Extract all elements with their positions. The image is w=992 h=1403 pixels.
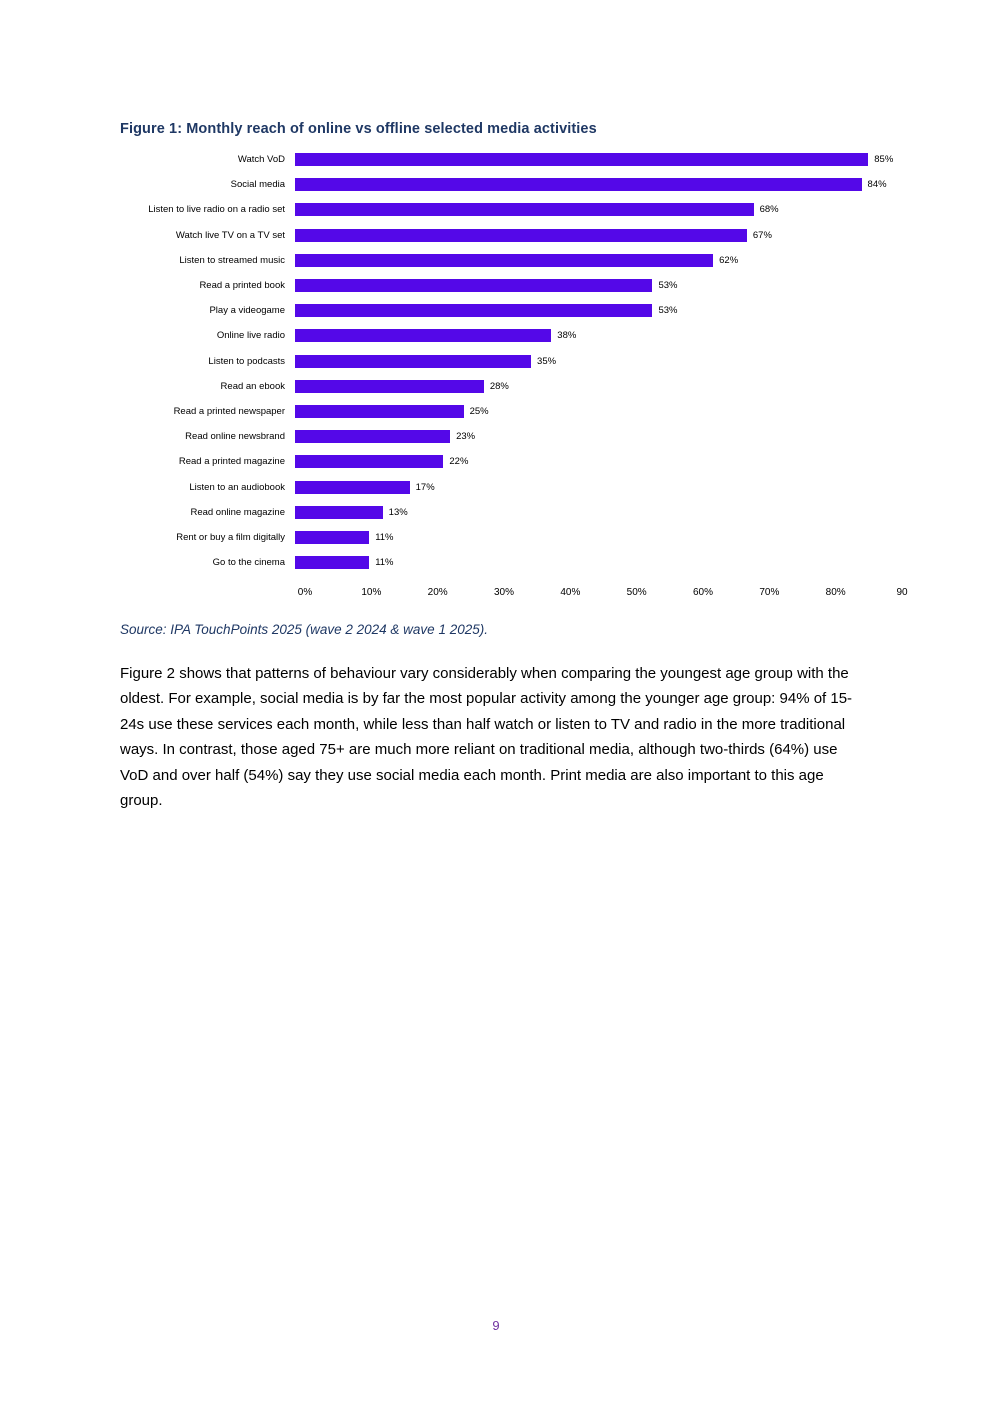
value-label: 85%	[874, 154, 894, 166]
bar	[295, 506, 383, 519]
x-axis-tick: 90	[896, 587, 908, 599]
chart-row	[120, 424, 902, 449]
chart-row	[120, 248, 902, 273]
chart-row	[120, 399, 902, 424]
bar	[295, 405, 464, 418]
bar-area	[295, 349, 902, 374]
category-label: Go to the cinema	[212, 557, 285, 569]
x-axis-tick: 60%	[692, 587, 714, 599]
value-label: 35%	[537, 355, 557, 367]
category-label: Read a printed magazine	[178, 456, 285, 468]
chart-row	[120, 298, 902, 323]
bar-area	[295, 424, 902, 449]
bar	[295, 556, 369, 569]
bar	[295, 229, 747, 242]
value-label: 28%	[489, 380, 509, 392]
bar-area	[295, 374, 902, 399]
bar	[295, 329, 551, 342]
chart-row	[120, 550, 902, 575]
chart-row	[120, 147, 902, 172]
chart-row	[120, 223, 902, 248]
bar-area	[295, 147, 902, 172]
value-label: 53%	[658, 305, 678, 317]
value-label: 62%	[719, 254, 739, 266]
x-axis-tick: 10%	[361, 587, 382, 599]
value-label: 38%	[557, 330, 577, 342]
category-label: Read online newsbrand	[185, 431, 285, 443]
x-axis-tick: 70%	[759, 587, 780, 599]
bar-area	[295, 273, 902, 298]
category-label: Read an ebook	[220, 380, 285, 392]
chart-row	[120, 449, 902, 474]
value-label: 53%	[658, 280, 678, 292]
chart-row	[120, 525, 902, 550]
category-label: Social media	[230, 179, 285, 191]
bar	[295, 355, 531, 368]
chart-row	[120, 273, 902, 298]
bar-area	[295, 223, 902, 248]
bar	[295, 481, 410, 494]
category-label: Listen to live radio on a radio set	[148, 204, 285, 216]
value-label: 25%	[469, 405, 489, 417]
chart-row	[120, 374, 902, 399]
category-label: Online live radio	[216, 330, 285, 342]
x-axis-tick: 40%	[560, 587, 581, 599]
value-label: 11%	[375, 557, 394, 569]
bar-area	[295, 248, 902, 273]
value-label: 11%	[375, 531, 394, 543]
chart-row	[120, 172, 902, 197]
bar	[295, 531, 369, 544]
chart-row	[120, 500, 902, 525]
category-label: Rent or buy a film digitally	[176, 531, 285, 543]
bar	[295, 304, 652, 317]
bar	[295, 254, 713, 267]
bar-area	[295, 500, 902, 525]
bar-area	[295, 172, 902, 197]
bar	[295, 203, 754, 216]
bar-area	[295, 449, 902, 474]
figure-title: Figure 1: Monthly reach of online vs offline selected media activities	[120, 121, 597, 137]
bar	[295, 455, 443, 468]
bar-area	[295, 474, 902, 499]
value-label: 13%	[388, 506, 408, 518]
bar	[295, 178, 862, 191]
page-number: 9	[492, 1318, 500, 1333]
bar-area	[295, 399, 902, 424]
category-label: Read a printed book	[199, 280, 285, 292]
x-axis-tick: 30%	[493, 587, 515, 599]
bar-chart	[120, 147, 908, 603]
bar	[295, 153, 868, 166]
chart-row	[120, 349, 902, 374]
chart-row	[120, 474, 902, 499]
x-axis-tick: 80%	[825, 587, 846, 599]
category-label: Listen to an audiobook	[189, 481, 285, 493]
category-label: Play a videogame	[209, 305, 285, 317]
category-label: Watch VoD	[237, 154, 285, 166]
x-axis-tick: 50%	[626, 587, 647, 599]
source-note: Source: IPA TouchPoints 2025 (wave 2 2024 & wave 1 2025).	[120, 622, 488, 637]
value-label: 68%	[759, 204, 779, 216]
bar-area	[295, 197, 902, 222]
value-label: 23%	[456, 431, 476, 443]
x-axis	[297, 587, 908, 603]
chart-row	[120, 323, 902, 348]
category-label: Read a printed newspaper	[173, 405, 285, 417]
chart-rows	[120, 147, 902, 575]
value-label: 22%	[449, 456, 469, 468]
category-label: Listen to streamed music	[179, 254, 285, 266]
bar-area	[295, 550, 902, 575]
bar	[295, 380, 484, 393]
value-label: 84%	[867, 179, 887, 191]
category-label: Watch live TV on a TV set	[175, 229, 285, 241]
value-label: 17%	[415, 481, 435, 493]
bar-area	[295, 323, 902, 348]
value-label: 67%	[752, 229, 772, 241]
bar-area	[295, 525, 902, 550]
category-label: Listen to podcasts	[208, 355, 285, 367]
bar	[295, 430, 450, 443]
x-axis-tick: 20%	[427, 587, 448, 599]
x-axis-tick: 0%	[297, 587, 313, 599]
category-label: Read online magazine	[190, 506, 285, 518]
body-paragraph: Figure 2 shows that patterns of behaviour vary considerably when comparing the youngest age group with the oldest. For example, social media is by far the most popular activity among the younger age group: 94% of 15-24s use these services each month, while less than half watch or listen to TV and radio in the more traditional ways. In contrast, those aged 75+ are much more reliant on traditional media, although two-thirds (64%) use VoD and over half (54%) say they use social media each month. Print media are also important to this age group.	[120, 665, 853, 810]
chart-row	[120, 197, 902, 222]
bar	[295, 279, 652, 292]
bar-area	[295, 298, 902, 323]
